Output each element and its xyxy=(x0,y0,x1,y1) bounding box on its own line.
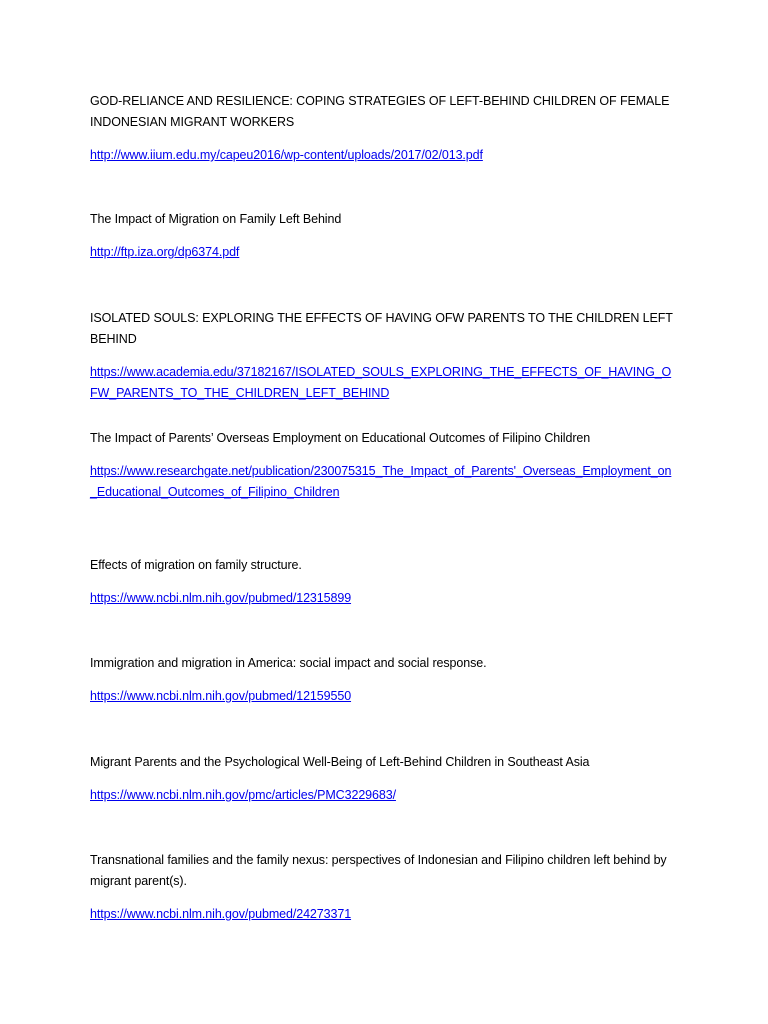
reference-title: GOD-RELIANCE AND RESILIENCE: COPING STRATEGIES OF LEFT-BEHIND CHILDREN OF FEMALE INDONESIAN MIGRANT WORKERS xyxy=(90,94,670,129)
reference-entry xyxy=(90,752,678,806)
reference-entry xyxy=(90,555,678,609)
reference-title: The Impact of Migration on Family Left Behind xyxy=(90,212,342,226)
reference-title: Transnational families and the family nexus: perspectives of Indonesian and Filipino children left behind by migrant parent(s). xyxy=(90,853,667,888)
reference-entry xyxy=(90,91,678,166)
reference-title: ISOLATED SOULS: EXPLORING THE EFFECTS OF HAVING OFW PARENTS TO THE CHILDREN LEFT BEHIND xyxy=(90,311,673,346)
reference-link[interactable]: https://www.ncbi.nlm.nih.gov/pubmed/12159550 xyxy=(90,689,352,703)
reference-title: Migrant Parents and the Psychological Well-Being of Left-Behind Children in Southeast Asia xyxy=(90,755,590,769)
reference-entry xyxy=(90,850,678,925)
reference-link[interactable]: https://www.ncbi.nlm.nih.gov/pubmed/24273371 xyxy=(90,907,352,921)
reference-title: Effects of migration on family structure. xyxy=(90,558,302,572)
reference-entry xyxy=(90,428,678,503)
reference-entry xyxy=(90,209,678,263)
reference-title: The Impact of Parents’ Overseas Employment on Educational Outcomes of Filipino Children xyxy=(90,431,591,445)
reference-entry xyxy=(90,308,678,404)
reference-link[interactable]: https://www.ncbi.nlm.nih.gov/pubmed/12315899 xyxy=(90,591,352,605)
reference-link[interactable]: http://www.iium.edu.my/capeu2016/wp-content/uploads/2017/02/013.pdf xyxy=(90,148,483,162)
reference-link[interactable]: https://www.academia.edu/37182167/ISOLATED_SOULS_EXPLORING_THE_EFFECTS_OF_HAVING_OFW_PARENTS_TO_THE_CHILDREN_LEFT_BEHIND xyxy=(90,365,672,400)
reference-entry xyxy=(90,653,678,707)
reference-link[interactable]: https://www.ncbi.nlm.nih.gov/pmc/articles/PMC3229683/ xyxy=(90,788,396,802)
reference-title: Immigration and migration in America: social impact and social response. xyxy=(90,656,487,670)
reference-link[interactable]: https://www.researchgate.net/publication/230075315_The_Impact_of_Parents'_Overseas_Employment_on_Educational_Outcomes_of_Filipino_Children xyxy=(90,464,672,499)
document-page xyxy=(90,0,678,1024)
reference-link[interactable]: http://ftp.iza.org/dp6374.pdf xyxy=(90,245,240,259)
